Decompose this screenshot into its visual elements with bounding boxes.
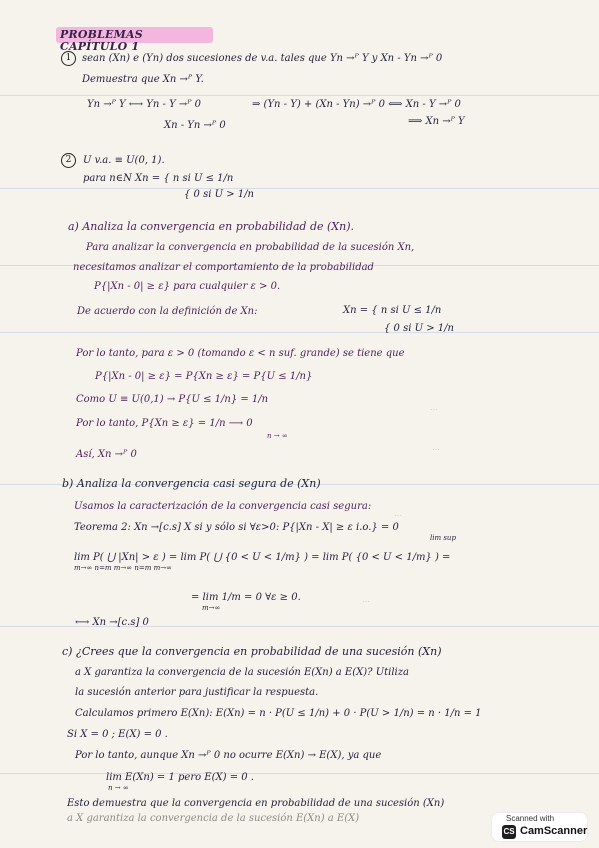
part-b-limit-chain: lim P( ⋃ |Xn| > ε ) = lim P( ⋃ {0 < U < 1/m} ) = lim P( {0 < U < 1/m} ) =: [74, 552, 451, 563]
problem-1-step-2: Xn - Yn →ᴾ 0: [164, 120, 226, 131]
problem-1-step-3: ⇒ (Yn - Y) + (Xn - Yn) →ᴾ 0 ⟺ Xn - Y →ᴾ 0: [252, 99, 461, 110]
part-a-text: De acuerdo con la definición de Xn:: [77, 306, 258, 317]
part-c-heading: c) ¿Crees que la convergencia en probabilidad de una sucesión (Xn): [62, 645, 442, 658]
part-a-text: Para analizar la convergencia en probabilidad de la sucesión Xn,: [86, 242, 415, 253]
problem-1-step-4: ⟹ Xn →ᴾ Y: [408, 116, 465, 127]
part-a-text: Por lo tanto, P{Xn ≥ ε} = 1/n ⟶ 0: [76, 418, 253, 429]
part-c-text: Por lo tanto, aunque Xn →ᴾ 0 no ocurre E(Xn) → E(X), ya que: [75, 750, 382, 761]
part-c-text: Si X = 0 ; E(X) = 0 .: [67, 729, 168, 740]
part-c-conclusion: Esto demuestra que la convergencia en probabilidad de una sucesión (Xn): [67, 798, 445, 809]
part-b-limit-subscript: m→∞: [202, 604, 221, 612]
part-b-heading: b) Analiza la convergencia casi segura de (Xn): [62, 477, 321, 490]
bleed-through-text: …: [394, 509, 402, 518]
problem-1-step-1: Yn →ᴾ Y ⟷ Yn - Y →ᴾ 0: [87, 99, 202, 110]
part-a-text: necesitamos analizar el comportamiento de la probabilidad: [73, 262, 374, 273]
ruled-line: [0, 332, 599, 333]
lim-sup-label: lim sup: [430, 534, 456, 542]
camscanner-watermark: [491, 812, 588, 842]
part-c-limit: lim E(Xn) = 1 pero E(X) = 0 .: [106, 772, 254, 783]
part-a-conclusion: Así, Xn →ᴾ 0: [76, 449, 137, 460]
problem-1-task: Demuestra que Xn →ᴾ Y.: [82, 74, 204, 85]
problem-2-def-bottom: { 0 si U > 1/n: [184, 189, 254, 200]
chapter-title: PROBLEMAS CAPÍTULO 1: [60, 28, 143, 53]
part-a-def-top: Xn = { n si U ≤ 1/n: [343, 305, 442, 316]
part-c-conclusion-cut: a X garantiza la convergencia de la sucesión E(Xn) a E(X): [67, 813, 360, 824]
bleed-through-text: …: [430, 403, 438, 412]
scanned-with-label: Scanned with: [506, 814, 555, 823]
chapter-title-highlight: [56, 27, 213, 53]
problem-1-statement: sean (Xn) e (Yn) dos sucesiones de v.a. tales que Yn →ᴾ Y y Xn - Yn →ᴾ 0: [82, 53, 443, 64]
camscanner-logo-icon: CS: [502, 825, 516, 839]
part-a-text: P{|Xn - 0| ≥ ε} para cualquier ε > 0.: [94, 281, 281, 292]
part-c-limit-subscript: n → ∞: [108, 784, 129, 792]
ruled-line: [0, 188, 599, 189]
problem-2-def-top: para n∈N Xn = { n si U ≤ 1/n: [83, 173, 234, 184]
part-b-theorem: Teorema 2: Xn →[c.s] X si y sólo si ∀ε>0: P{|Xn - X| ≥ ε i.o.} = 0: [74, 522, 399, 533]
part-a-heading: a) Analiza la convergencia en probabilidad de (Xn).: [68, 220, 354, 233]
camscanner-brand: CamScanner: [520, 825, 588, 837]
part-a-text: P{|Xn - 0| ≥ ε} = P{Xn ≥ ε} = P{U ≤ 1/n}: [95, 371, 313, 382]
bleed-through-text: …: [362, 595, 370, 604]
part-a-def-bottom: { 0 si U > 1/n: [384, 323, 454, 334]
ruled-line: [0, 773, 599, 774]
ruled-line: [0, 95, 599, 96]
problem-number-badge: 1: [61, 51, 76, 66]
part-c-text: la sucesión anterior para justificar la respuesta.: [75, 687, 319, 698]
problem-number-badge: 2: [61, 153, 76, 168]
limit-subscript: n → ∞: [267, 432, 288, 440]
part-b-conclusion: ⟷ Xn →[c.s] 0: [75, 617, 149, 628]
part-a-text: Por lo tanto, para ε > 0 (tomando ε < n suf. grande) se tiene que: [76, 348, 405, 359]
part-b-text: Usamos la caracterización de la convergencia casi segura:: [74, 501, 372, 512]
part-c-calc: Calculamos primero E(Xn): E(Xn) = n · P(U ≤ 1/n) + 0 · P(U > 1/n) = n · 1/n = 1: [75, 708, 482, 719]
part-b-limit-result: = lim 1/m = 0 ∀ε ≥ 0.: [191, 592, 301, 603]
part-c-text: a X garantiza la convergencia de la sucesión E(Xn) a E(X)? Utiliza: [75, 667, 409, 678]
problem-2-statement: U v.a. ≡ U(0, 1).: [83, 155, 165, 166]
part-b-limit-subscripts: m→∞ n=m m→∞ n=m m→∞: [74, 564, 172, 572]
part-a-text: Como U ≡ U(0,1) → P{U ≤ 1/n} = 1/n: [76, 394, 269, 405]
bleed-through-text: …: [432, 443, 440, 452]
